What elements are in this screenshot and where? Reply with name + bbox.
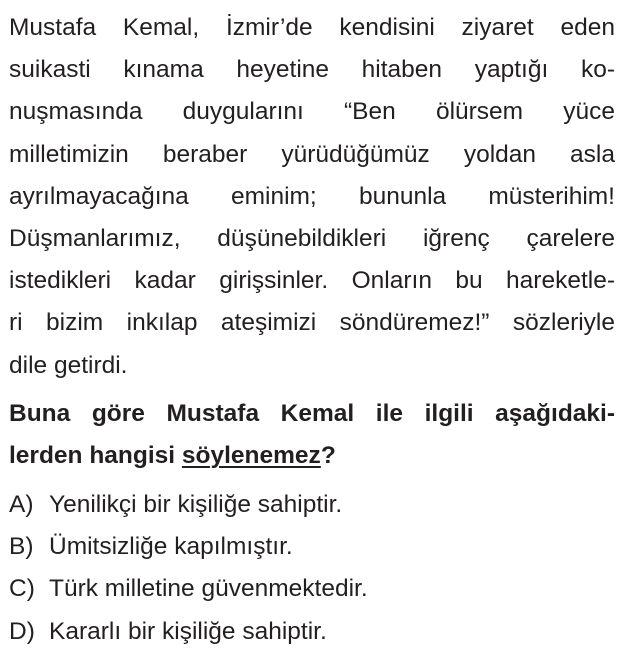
passage-line: Mustafa Kemal, İzmir’de kendisini ziyaret eden [9,14,615,41]
passage-text [9,7,615,387]
option-b[interactable] [9,526,615,568]
option-letter: B) [9,533,34,561]
option-text: Ümitsizliğe kapılmıştır. [49,533,293,561]
option-d[interactable] [9,611,615,653]
option-letter: C) [9,575,35,603]
option-letter: A) [9,491,34,518]
option-a[interactable] [9,484,615,526]
passage-line: ri bizim inkılap ateşimizi söndüremez!” sözleriyle [9,309,615,337]
option-c[interactable] [9,568,615,610]
passage-line: istedikleri kadar girişsinler. Onların bu hareketle- [9,267,615,295]
passage-line: suikasti kınama heyetine hitaben yaptığı ko- [9,56,615,84]
question-emphasis: söylenemez [181,442,321,470]
option-text: Yenilikçi bir kişiliğe sahiptir. [49,491,343,518]
question-stem [9,393,615,477]
option-text: Kararlı bir kişiliğe sahiptir. [49,617,327,645]
passage-line: ayrılmayacağına eminim; bununla müsterihim! [9,182,615,210]
question-prefix: lerden hangisi [9,442,182,470]
passage-line: milletimizin beraber yürüdüğümüz yoldan asla [9,140,615,168]
passage-line: Düşmanlarımız, düşünebildikleri iğrenç çarelere [9,225,615,253]
passage-line: dile getirdi. [9,351,128,379]
option-text: Türk milletine güvenmektedir. [49,575,368,603]
option-letter: D) [9,617,35,645]
question-line-2 [9,435,615,477]
answer-options [9,484,615,653]
question-line-1: Buna göre Mustafa Kemal ile ilgili aşağıdaki- [9,400,615,427]
passage-line: nuşmasında duygularını “Ben ölürsem yüce [9,98,615,126]
question-suffix: ? [320,442,336,470]
